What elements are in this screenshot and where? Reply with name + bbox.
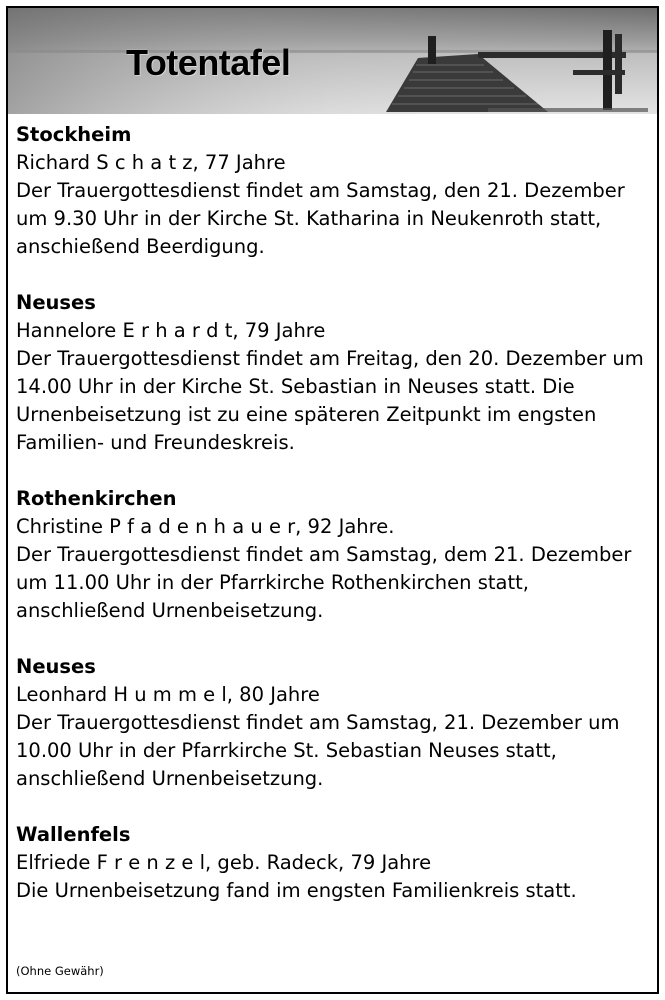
entry-text-line: Familien- und Freundeskreis. (16, 431, 295, 454)
entry-text-line: um 11.00 Uhr in der Pfarrkirche Rothenkirchen statt, (16, 571, 529, 594)
entry-text-line: anschießend Beerdigung. (16, 235, 265, 258)
entry-text-line: Urnenbeisetzung ist zu eine späteren Zeitpunkt im engsten (16, 403, 597, 426)
obituary-entry (16, 821, 649, 905)
entry-text-line: anschließend Urnenbeisetzung. (16, 599, 324, 622)
entry-place: Wallenfels (16, 823, 131, 846)
entry-text-line: Der Trauergottesdienst findet am Samstag, 21. Dezember um (16, 711, 620, 734)
entry-text-line: anschließend Urnenbeisetzung. (16, 767, 324, 790)
obituary-list (16, 121, 649, 933)
entry-place: Stockheim (16, 123, 132, 146)
entry-name: Richard S c h a t z, 77 Jahre (16, 151, 286, 174)
obituary-entry (16, 289, 649, 457)
entry-text-line: Der Trauergottesdienst findet am Samstag, den 21. Dezember (16, 179, 625, 202)
entry-name: Hannelore E r h a r d t, 79 Jahre (16, 319, 326, 342)
entry-text-line: 10.00 Uhr in der Pfarrkirche St. Sebastian Neuses statt, (16, 739, 557, 762)
lake-pier-image (8, 8, 657, 114)
obituary-panel (6, 6, 659, 994)
entry-name: Elfriede F r e n z e l, geb. Radeck, 79 Jahre (16, 851, 432, 874)
obituary-entry (16, 121, 649, 261)
entry-text-line: Der Trauergottesdienst findet am Samstag, dem 21. Dezember (16, 543, 632, 566)
entry-name: Leonhard H u m m e l, 80 Jahre (16, 683, 320, 706)
obituary-entry (16, 653, 649, 793)
entry-place: Neuses (16, 655, 96, 678)
entry-place: Neuses (16, 291, 96, 314)
entry-text-line: 14.00 Uhr in der Kirche St. Sebastian in Neuses statt. Die (16, 375, 575, 398)
obituary-entry (16, 485, 649, 625)
entry-text-line: Der Trauergottesdienst findet am Freitag, den 20. Dezember um (16, 347, 644, 370)
page-title: Totentafel (126, 42, 291, 83)
header-banner (8, 8, 657, 114)
entry-name: Christine P f a d e n h a u e r, 92 Jahre. (16, 515, 395, 538)
entry-text-line: um 9.30 Uhr in der Kirche St. Katharina in Neukenroth statt, (16, 207, 602, 230)
entry-place: Rothenkirchen (16, 487, 177, 510)
entry-text-line: Die Urnenbeisetzung fand im engsten Familienkreis statt. (16, 879, 577, 902)
disclaimer-note: (Ohne Gewähr) (16, 964, 104, 978)
